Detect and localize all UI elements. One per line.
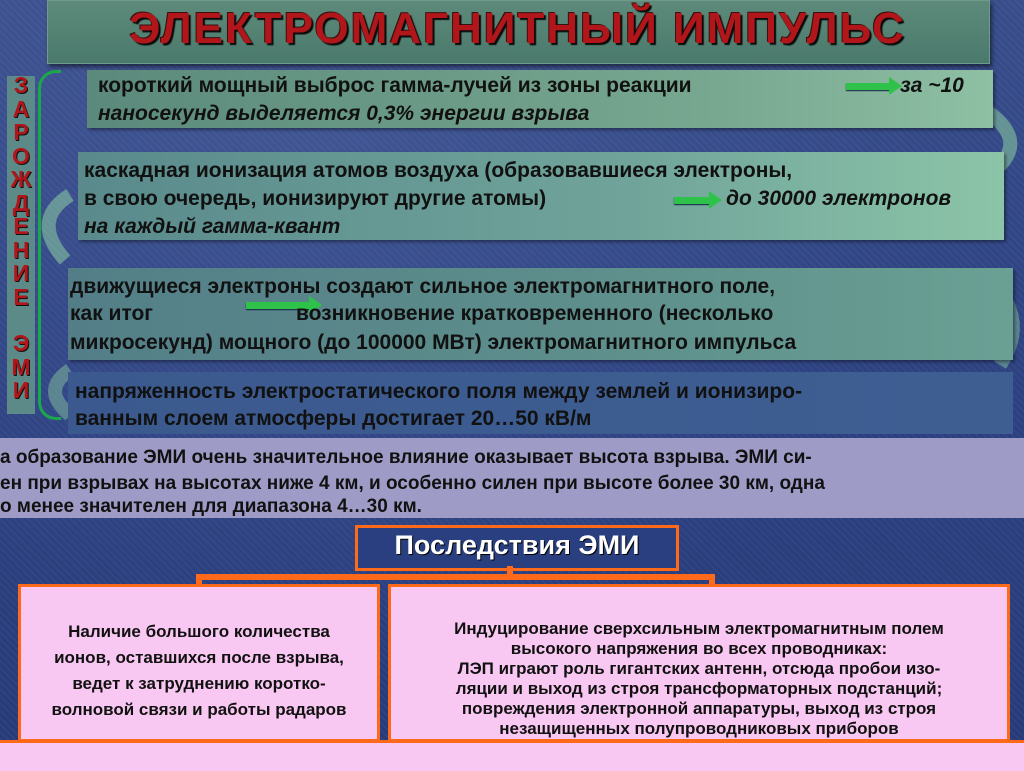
bottom-strip [0, 740, 1024, 771]
curve-arrow [49, 195, 70, 260]
side-letter: Е [13, 213, 29, 239]
left-box-line: волновой связи и работы радаров [51, 700, 347, 719]
block2-line2-tail: до 30000 электронов [726, 187, 952, 210]
side-letter: Р [13, 119, 29, 145]
right-box-line: ЛЭП играют роль гигантских антенн, отсюда пробои изо- [457, 659, 941, 678]
block1-line1: короткий мощный выброс гамма-лучей из зоны реакции [98, 74, 692, 97]
block1-line1-tail: за ~10 [900, 74, 964, 97]
block4-line2: ванным слоем атмосферы достигает 20…50 кВ/м [75, 407, 592, 430]
consequence-box-left [18, 584, 380, 742]
block5-line3: о менее значителен для диапазона 4…30 км. [0, 496, 422, 517]
block2-line2: в свою очередь, ионизируют другие атомы) [84, 187, 547, 210]
right-box-line: повреждения электронной аппаратуры, выход из строя [461, 699, 937, 718]
block3-line2b: возникновение кратковременного (несколько [296, 302, 774, 325]
left-box-line: ионов, оставшихся после взрыва, [54, 648, 344, 667]
block5-line2: ен при взрывах на высотах ниже 4 км, и особенно силен при высоте более 30 км, одна [0, 473, 825, 494]
block3-line1: движущиеся электроны создают сильное электромагнитного поле, [70, 275, 776, 298]
side-letter: Е [13, 283, 29, 310]
side-letter: З [13, 72, 29, 98]
side-letter: Н [12, 236, 30, 263]
block2-line3: на каждый гамма-квант [84, 215, 341, 238]
right-arrow-icon [846, 83, 890, 90]
consequence-box-right [388, 584, 1010, 742]
block3-line2a: как итог [70, 302, 154, 325]
consequences-heading: Последствия ЭМИ [394, 530, 640, 560]
side-letter: И [12, 260, 30, 286]
side-letter: О [12, 142, 30, 169]
left-box-line: ведет к затруднению коротко- [72, 674, 326, 693]
side-letter: А [12, 95, 30, 122]
side-letter: И [12, 377, 30, 403]
side-letter: Д [12, 189, 30, 216]
side-letter: Ж [10, 166, 32, 192]
right-box-line: незащищенных полупроводниковых приборов [499, 719, 899, 738]
connector-line [196, 574, 715, 580]
block3-line3: микросекунд) мощного (до 100000 МВт) электромагнитного импульса [70, 331, 797, 354]
right-box-line: ляции и выход из строя трансформаторных подстанций; [455, 679, 943, 698]
right-box-line: Индуцирование сверхсильным электромагнитным полем [454, 619, 944, 638]
block1-line2: наносекунд выделяется 0,3% энергии взрыва [98, 102, 590, 125]
side-letter: Э [12, 330, 30, 356]
block2-line1: каскадная ионизация атомов воздуха (образовавшиеся электроны, [84, 159, 793, 182]
right-box-line: высокого напряжения во всех проводниках: [510, 639, 888, 658]
slide-title: ЭЛЕКТРОМАГНИТНЫЙ ИМПУЛЬС [129, 4, 906, 53]
block5-line1: а образование ЭМИ очень значительное влияние оказывает высота взрыва. ЭМИ си- [0, 447, 812, 468]
side-letter: М [11, 353, 31, 380]
right-arrow-icon [674, 197, 710, 204]
block4-line1: напряженность электростатического поля между землей и ионизиро- [75, 380, 803, 403]
left-box-line: Наличие большого количества [68, 622, 330, 641]
